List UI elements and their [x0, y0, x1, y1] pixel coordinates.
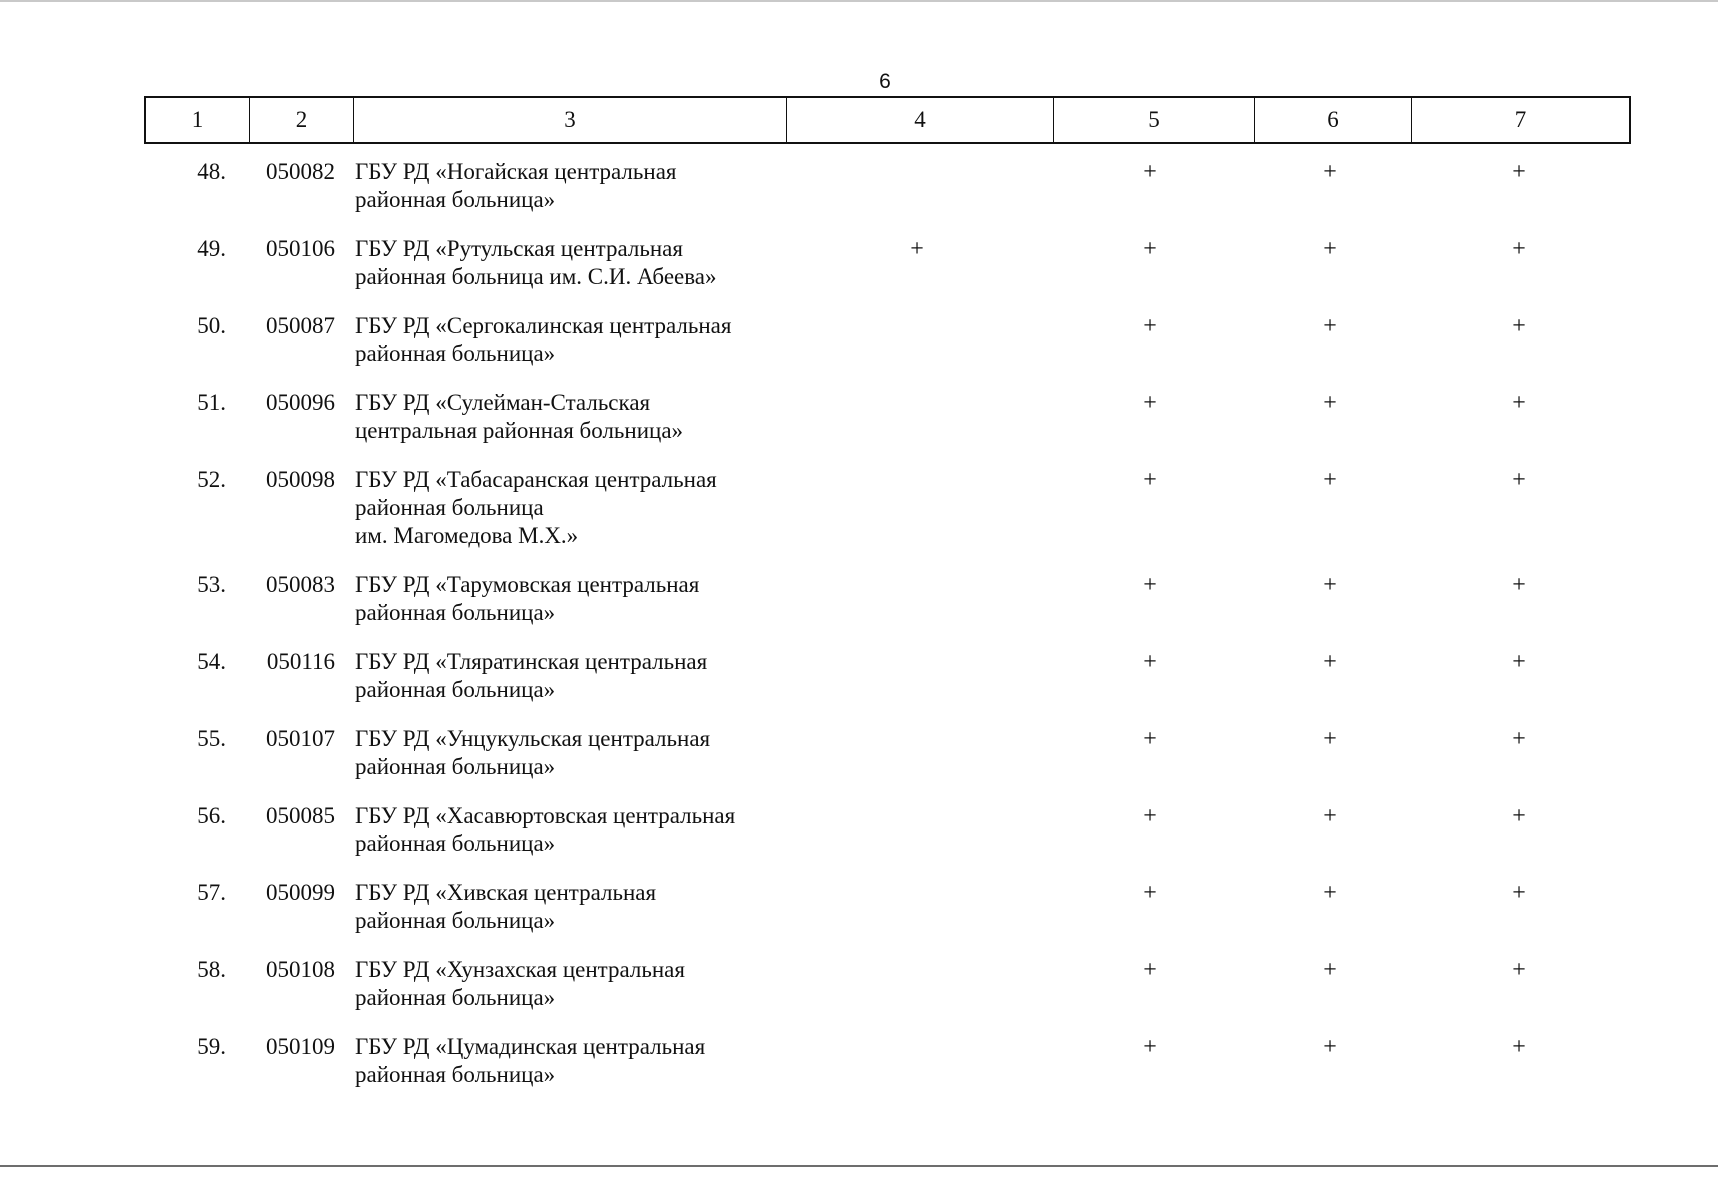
- row-name-line: районная больница: [355, 495, 544, 520]
- row-mark-col-6: +: [1323, 803, 1337, 829]
- row-name-line: районная больница им. С.И. Абеева»: [355, 264, 717, 289]
- row-name-line: районная больница»: [355, 754, 556, 779]
- row-mark-col-7: +: [1512, 572, 1526, 598]
- row-code: 050085: [266, 803, 335, 828]
- row-name: [355, 648, 775, 704]
- row-code: 050096: [266, 390, 335, 415]
- row-name: [355, 879, 775, 935]
- row-name-line: ГБУ РД «Тарумовская центральная: [355, 572, 700, 597]
- row-number: 57.: [197, 880, 226, 905]
- row-code: 050106: [266, 236, 335, 261]
- row-mark-col-7: +: [1512, 390, 1526, 416]
- row-mark-col-7: +: [1512, 159, 1526, 185]
- table-header: [144, 96, 1631, 144]
- row-mark-col-6: +: [1323, 390, 1337, 416]
- row-name-line: районная больница»: [355, 985, 556, 1010]
- header-col-3: 3: [354, 98, 787, 142]
- row-name: [355, 571, 775, 627]
- row-number: 48.: [197, 159, 226, 184]
- row-mark-col-7: +: [1512, 880, 1526, 906]
- row-code: 050087: [266, 313, 335, 338]
- row-name: [355, 235, 775, 291]
- row-name-line: ГБУ РД «Тляратинская центральная: [355, 649, 708, 674]
- row-name: [355, 389, 775, 445]
- row-mark-col-7: +: [1512, 1034, 1526, 1060]
- row-mark-col-5: +: [1143, 726, 1157, 752]
- row-mark-col-7: +: [1512, 236, 1526, 262]
- row-name-line: ГБУ РД «Табасаранская центральная: [355, 467, 717, 492]
- row-name-line: районная больница»: [355, 600, 556, 625]
- row-name-line: районная больница»: [355, 831, 556, 856]
- row-name-line: ГБУ РД «Унцукульская центральная: [355, 726, 711, 751]
- row-mark-col-5: +: [1143, 467, 1157, 493]
- header-col-2: 2: [250, 98, 354, 142]
- row-mark-col-6: +: [1323, 313, 1337, 339]
- row-mark-col-7: +: [1512, 957, 1526, 983]
- row-mark-col-6: +: [1323, 1034, 1337, 1060]
- row-mark-col-6: +: [1323, 726, 1337, 752]
- row-number: 49.: [197, 236, 226, 261]
- row-name: [355, 725, 775, 781]
- row-name: [355, 466, 775, 550]
- header-col-6: 6: [1255, 98, 1412, 142]
- row-mark-col-7: +: [1512, 649, 1526, 675]
- row-code: 050109: [266, 1034, 335, 1059]
- row-mark-col-6: +: [1323, 159, 1337, 185]
- row-name: [355, 1033, 775, 1089]
- row-mark-col-6: +: [1323, 957, 1337, 983]
- row-number: 52.: [197, 467, 226, 492]
- row-code: 050082: [266, 159, 335, 184]
- row-mark-col-7: +: [1512, 803, 1526, 829]
- header-col-7: 7: [1514, 107, 1527, 132]
- row-mark-col-4: +: [910, 236, 924, 262]
- row-mark-col-6: +: [1323, 236, 1337, 262]
- page-number: 6: [879, 70, 891, 93]
- row-code: 050099: [266, 880, 335, 905]
- row-mark-col-5: +: [1143, 957, 1157, 983]
- row-mark-col-7: +: [1512, 467, 1526, 493]
- row-mark-col-6: +: [1323, 467, 1337, 493]
- row-mark-col-5: +: [1143, 649, 1157, 675]
- row-name-line: районная больница»: [355, 187, 556, 212]
- row-name-line: районная больница»: [355, 1062, 556, 1087]
- header-col-5: 5: [1054, 98, 1255, 142]
- row-name-line: ГБУ РД «Сулейман-Стальская: [355, 390, 651, 415]
- row-name-line: ГБУ РД «Рутульская центральная: [355, 236, 683, 261]
- row-code: 050107: [266, 726, 335, 751]
- row-mark-col-6: +: [1323, 572, 1337, 598]
- row-number: 53.: [197, 572, 226, 597]
- row-name-line: центральная районная больница»: [355, 418, 684, 443]
- row-name-line: ГБУ РД «Сергокалинская центральная: [355, 313, 732, 338]
- header-col-1: 1: [146, 98, 250, 142]
- row-mark-col-7: +: [1512, 726, 1526, 752]
- row-number: 55.: [197, 726, 226, 751]
- row-code: 050116: [266, 649, 335, 674]
- row-name: [355, 158, 775, 214]
- row-mark-col-6: +: [1323, 649, 1337, 675]
- row-mark-col-7: +: [1512, 313, 1526, 339]
- row-mark-col-5: +: [1143, 390, 1157, 416]
- scan-edge-bottom: [0, 1165, 1718, 1167]
- row-name-line: ГБУ РД «Хасавюртовская центральная: [355, 803, 736, 828]
- row-number: 54.: [197, 649, 226, 674]
- row-name-line: районная больница»: [355, 677, 556, 702]
- row-name-line: ГБУ РД «Хивская центральная: [355, 880, 657, 905]
- scan-edge-top: [0, 0, 1718, 2]
- row-code: 050083: [266, 572, 335, 597]
- row-name: [355, 312, 775, 368]
- row-mark-col-5: +: [1143, 1034, 1157, 1060]
- row-number: 58.: [197, 957, 226, 982]
- row-name-line: районная больница»: [355, 908, 556, 933]
- row-number: 51.: [197, 390, 226, 415]
- row-mark-col-5: +: [1143, 880, 1157, 906]
- row-name-line: ГБУ РД «Ногайская центральная: [355, 159, 677, 184]
- row-mark-col-5: +: [1143, 572, 1157, 598]
- row-name-line: районная больница»: [355, 341, 556, 366]
- row-code: 050098: [266, 467, 335, 492]
- row-number: 56.: [197, 803, 226, 828]
- row-mark-col-5: +: [1143, 803, 1157, 829]
- row-number: 50.: [197, 313, 226, 338]
- row-number: 59.: [197, 1034, 226, 1059]
- row-name-line: ГБУ РД «Хунзахская центральная: [355, 957, 685, 982]
- row-mark-col-6: +: [1323, 880, 1337, 906]
- row-code: 050108: [266, 957, 335, 982]
- row-mark-col-5: +: [1143, 236, 1157, 262]
- header-col-4: 4: [787, 98, 1054, 142]
- row-mark-col-5: +: [1143, 159, 1157, 185]
- row-name-line: ГБУ РД «Цумадинская центральная: [355, 1034, 706, 1059]
- row-mark-col-5: +: [1143, 313, 1157, 339]
- row-name: [355, 802, 775, 858]
- row-name-line: им. Магомедова М.Х.»: [355, 523, 579, 548]
- row-name: [355, 956, 775, 1012]
